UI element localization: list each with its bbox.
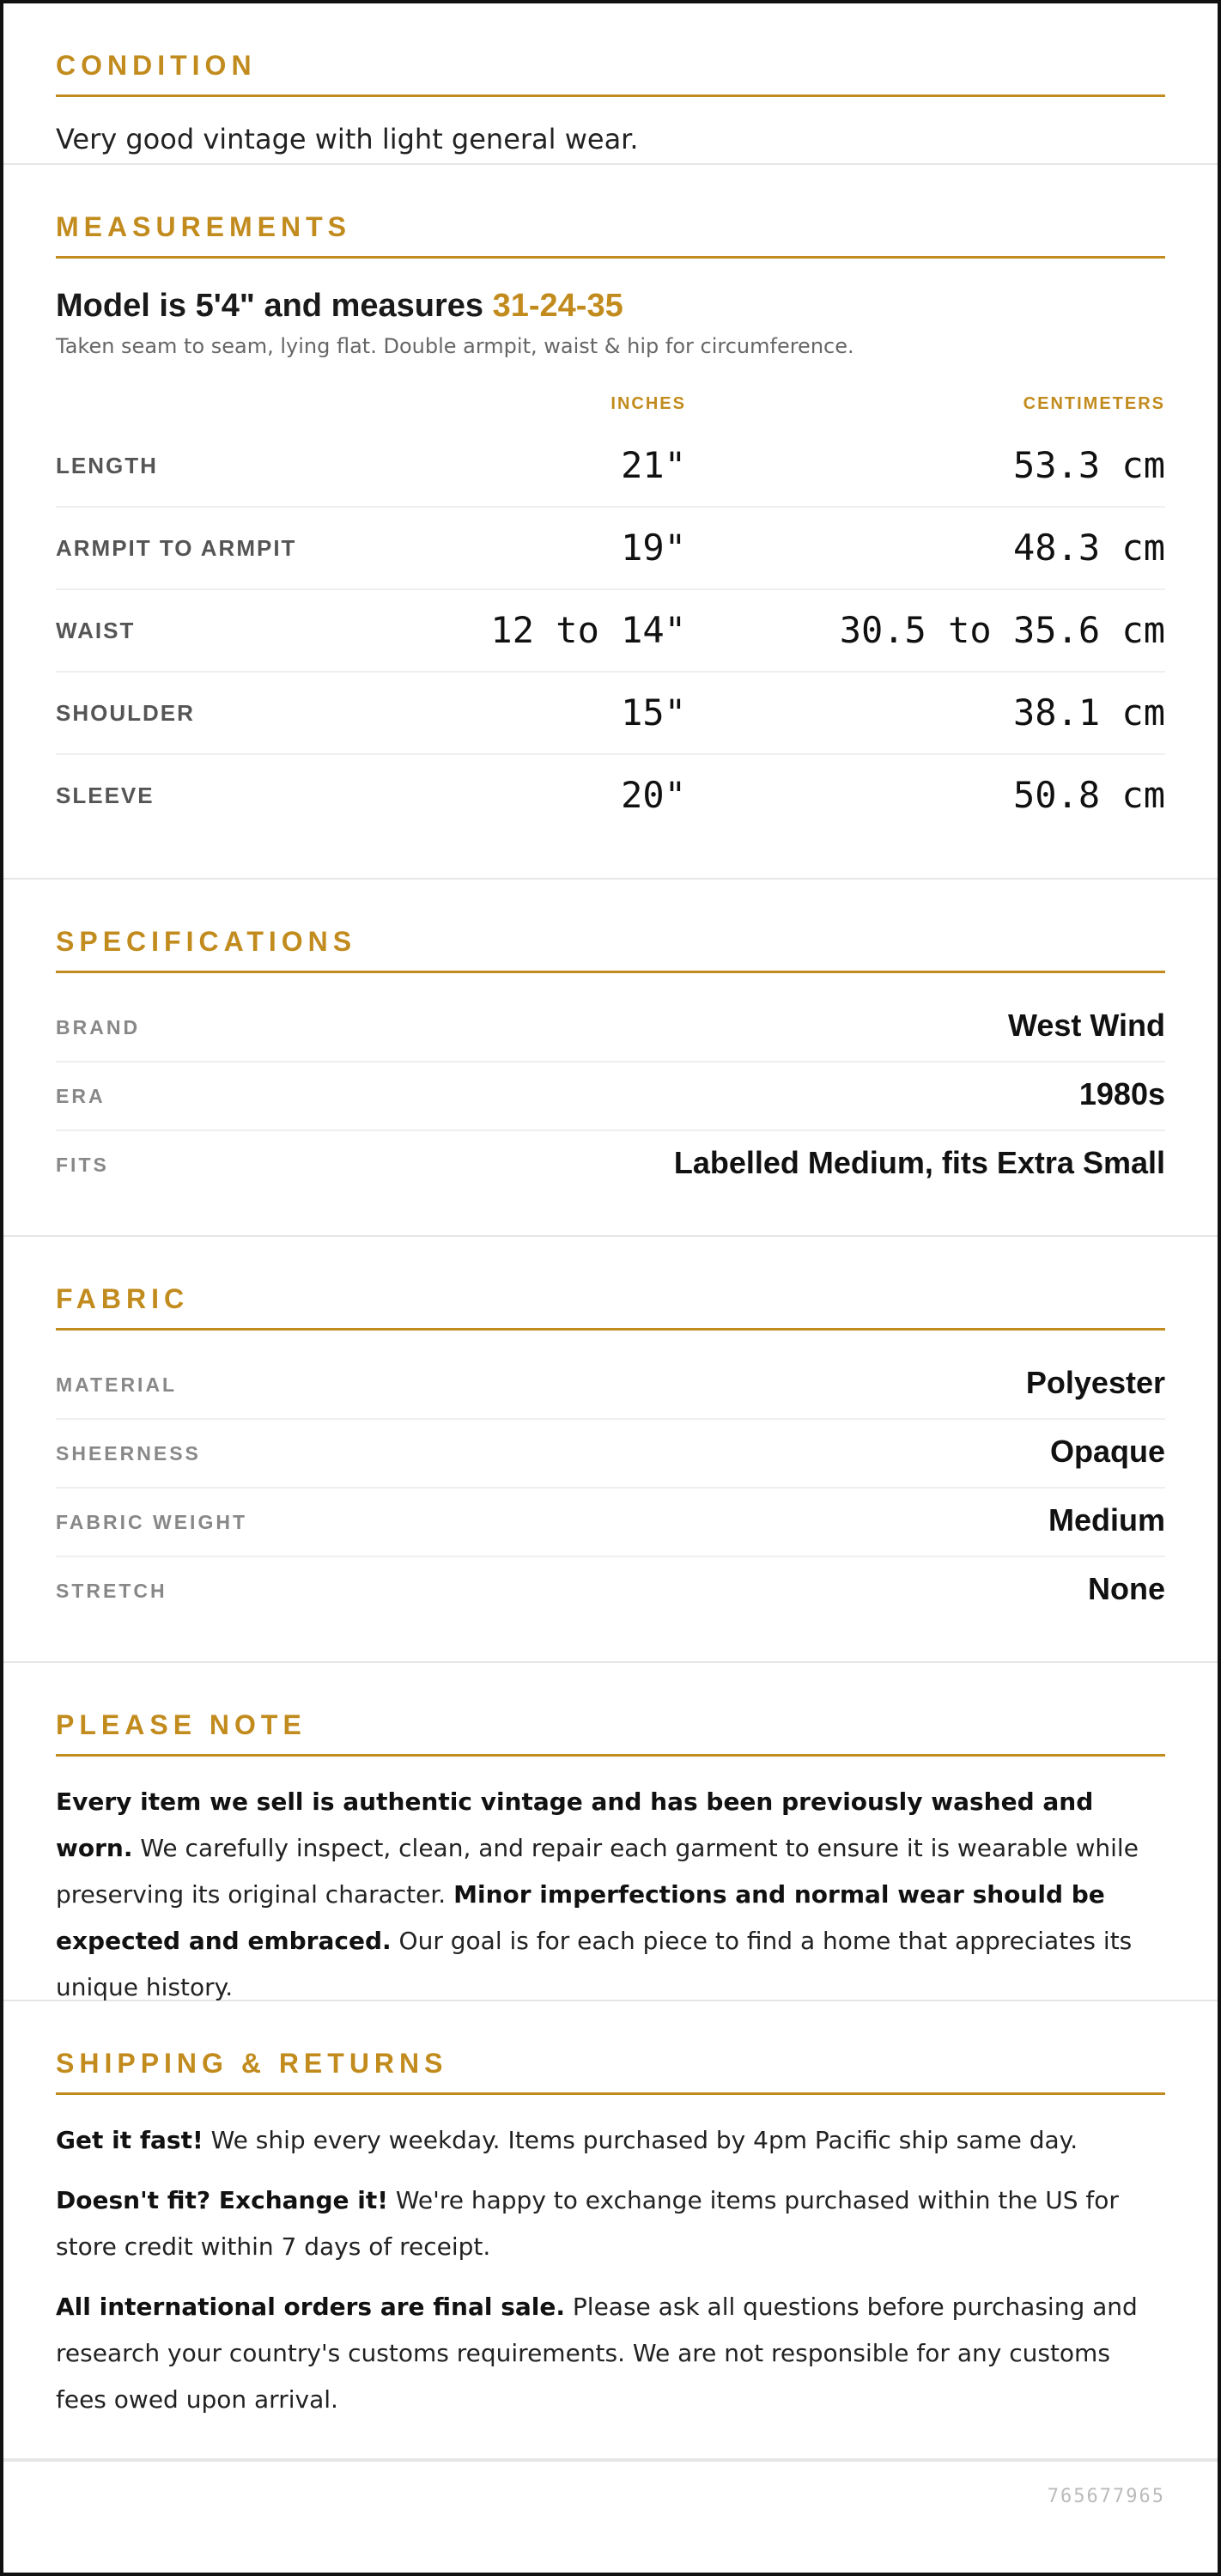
shipping-heading: SHIPPING & RETURNS xyxy=(56,2046,1165,2095)
fabric-heading: FABRIC xyxy=(56,1282,1165,1331)
spec-label: BRAND xyxy=(56,1016,141,1038)
measurements-table xyxy=(56,425,1165,836)
shipping-bold-2: Doesn't fit? Exchange it! xyxy=(56,2186,388,2214)
measurements-note: Taken seam to seam, lying flat. Double armpit, waist & hip for circumference. xyxy=(56,334,854,358)
fabric-section xyxy=(3,1237,1218,1663)
measurement-cm: 50.8 cm xyxy=(1012,774,1165,816)
measurement-label: ARMPIT TO ARMPIT xyxy=(56,535,297,561)
shipping-paragraph-3 xyxy=(56,2284,1165,2423)
product-id: 765677965 xyxy=(1047,2486,1165,2507)
fabric-row-weight xyxy=(56,1489,1165,1557)
shipping-text-2: We're happy to exchange items purchased within the US for store credit within 7 days of receipt. xyxy=(56,2186,1119,2261)
spec-label: ERA xyxy=(56,1085,106,1107)
specifications-heading: SPECIFICATIONS xyxy=(56,924,1165,973)
measurement-row-shoulder xyxy=(56,673,1165,755)
note-bold-2: Minor imperfections and normal wear should be expected and embraced. xyxy=(56,1880,1105,1955)
spec-label: FITS xyxy=(56,1154,109,1176)
shipping-bold-1: Get it fast! xyxy=(56,2126,204,2154)
measurements-heading: MEASUREMENTS xyxy=(56,210,1165,259)
measurement-row-armpit xyxy=(56,508,1165,590)
fabric-value: Opaque xyxy=(1049,1434,1165,1469)
measurement-cm: 38.1 cm xyxy=(1012,691,1165,734)
measurement-inches: 12 to 14" xyxy=(490,609,686,651)
measurement-row-sleeve xyxy=(56,755,1165,836)
measurement-cm: 48.3 cm xyxy=(1012,527,1165,569)
fabric-value: Polyester xyxy=(1025,1365,1165,1400)
shipping-bold-3: All international orders are final sale. xyxy=(56,2293,566,2321)
footer xyxy=(3,2460,1218,2507)
fabric-row-material xyxy=(56,1351,1165,1420)
note-bold-1: Every item we sell is authentic vintage and has been previously washed and worn. xyxy=(56,1787,1094,1862)
measurement-inches: 15" xyxy=(621,691,686,734)
please-note-section xyxy=(3,1663,1218,2001)
measurement-inches: 20" xyxy=(621,774,686,816)
spec-value: Labelled Medium, fits Extra Small xyxy=(673,1145,1165,1180)
fabric-label: FABRIC WEIGHT xyxy=(56,1511,247,1533)
measurement-column-headers xyxy=(56,394,1165,418)
note-text-2: Our goal is for each piece to find a home that appreciates its unique history. xyxy=(56,1927,1133,2001)
spec-row-fits xyxy=(56,1131,1165,1198)
shipping-section xyxy=(3,2001,1218,2460)
measurement-inches: 21" xyxy=(621,444,686,486)
measurement-cm: 53.3 cm xyxy=(1012,444,1165,486)
specifications-list xyxy=(56,994,1165,1198)
measurement-inches: 19" xyxy=(621,527,686,569)
measurement-row-length xyxy=(56,425,1165,508)
model-prefix: Model is 5'4" and measures xyxy=(56,288,493,324)
shipping-paragraph-2 xyxy=(56,2177,1165,2270)
condition-heading: CONDITION xyxy=(56,48,1165,97)
measurement-label: SLEEVE xyxy=(56,783,155,808)
shipping-paragraph-1 xyxy=(56,2117,1165,2164)
model-measures: 31-24-35 xyxy=(492,288,623,324)
fabric-value: Medium xyxy=(1048,1502,1165,1538)
fabric-label: MATERIAL xyxy=(56,1373,178,1396)
spec-row-era xyxy=(56,1063,1165,1131)
shipping-text-1: We ship every weekday. Items purchased by 4pm Pacific ship same day. xyxy=(203,2126,1078,2154)
fabric-row-stretch xyxy=(56,1557,1165,1624)
measurement-label: WAIST xyxy=(56,618,136,643)
centimeters-column-header: CENTIMETERS xyxy=(1023,394,1165,413)
measurement-cm: 30.5 to 35.6 cm xyxy=(839,609,1165,651)
condition-text: Very good vintage with light general wear. xyxy=(56,123,639,155)
please-note-heading: PLEASE NOTE xyxy=(56,1708,1165,1757)
spec-value: West Wind xyxy=(1007,1008,1165,1043)
spec-value: 1980s xyxy=(1078,1076,1165,1111)
note-text-1: We carefully inspect, clean, and repair each garment to ensure it is wearable while preserving its original character. xyxy=(56,1834,1139,1909)
measurement-row-waist xyxy=(56,590,1165,673)
measurement-label: LENGTH xyxy=(56,453,158,478)
shipping-text-3: Please ask all questions before purchasing and research your country's customs requirements. We are not responsible for any customs fees owed upon arrival. xyxy=(56,2293,1138,2414)
fabric-label: STRETCH xyxy=(56,1580,167,1602)
model-info xyxy=(56,286,1165,326)
specifications-section xyxy=(3,880,1218,1237)
measurement-label: SHOULDER xyxy=(56,700,195,726)
condition-section xyxy=(3,3,1218,165)
fabric-row-sheerness xyxy=(56,1420,1165,1489)
fabric-label: SHEERNESS xyxy=(56,1442,201,1465)
measurements-section xyxy=(3,165,1218,880)
please-note-text xyxy=(56,1779,1165,2011)
fabric-value: None xyxy=(1088,1571,1165,1606)
inches-column-header: INCHES xyxy=(610,394,686,413)
spec-row-brand xyxy=(56,994,1165,1063)
fabric-list xyxy=(56,1351,1165,1624)
